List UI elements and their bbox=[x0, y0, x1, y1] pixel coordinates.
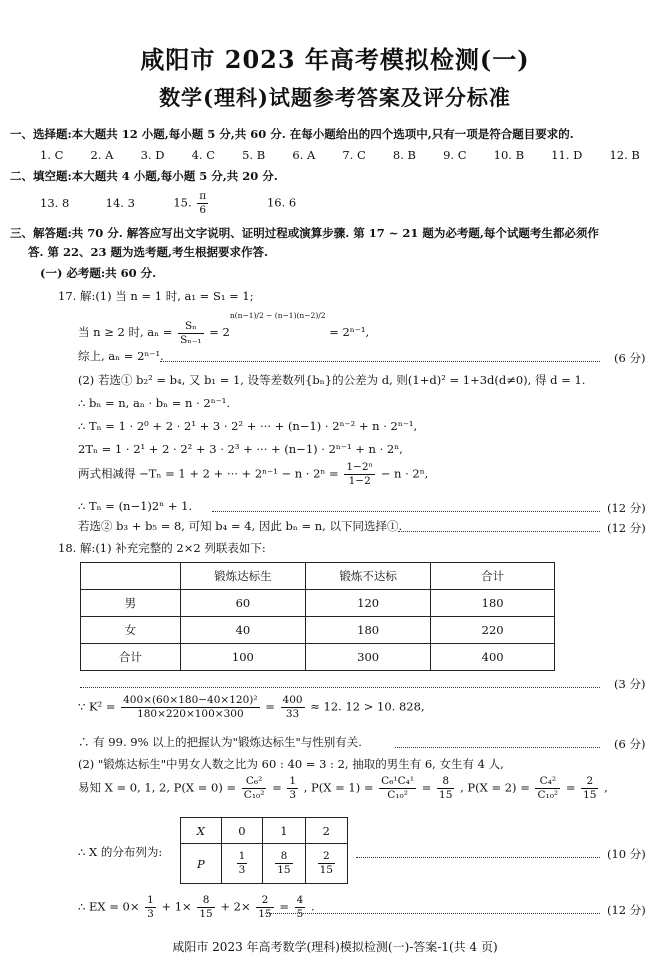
ex-mid: + 1× bbox=[161, 899, 192, 914]
q17-line2-mid: = 2 bbox=[209, 325, 230, 340]
table-cell: 1 bbox=[263, 818, 305, 844]
fraction bbox=[197, 190, 208, 217]
denominator: C₁₀² bbox=[387, 789, 408, 801]
numerator: 1−2ⁿ bbox=[346, 461, 374, 473]
score-label: (6 分) bbox=[614, 737, 646, 751]
fraction bbox=[242, 775, 267, 802]
answer-item: 8. B bbox=[392, 148, 416, 162]
q18-ex-line bbox=[78, 894, 315, 921]
q18-line1: 18. 解:(1) 补充完整的 2×2 列联表如下: bbox=[58, 541, 266, 555]
distribution-table bbox=[180, 817, 348, 884]
denominator: 5 bbox=[296, 908, 304, 920]
q17-line3: 综上, aₙ = 2ⁿ⁻¹. bbox=[78, 349, 164, 363]
ex-pre: ∴ EX = 0× bbox=[78, 899, 140, 914]
denominator: 15 bbox=[277, 864, 291, 876]
table-cell: 180 bbox=[306, 617, 431, 644]
answer-item: 5. B bbox=[242, 148, 266, 162]
fraction bbox=[121, 694, 259, 721]
answer-16: 16. 6 bbox=[266, 195, 297, 210]
denominator: 3 bbox=[289, 789, 297, 801]
q18-line3: ∴ 有 99. 9% 以上的把握认为"锻炼达标生"与性别有关. bbox=[78, 735, 362, 749]
table-row bbox=[81, 590, 555, 617]
section3-heading-line2: 答. 第 22、23 题为选考题,考生根据要求作答. bbox=[28, 245, 269, 259]
k-eq: = bbox=[265, 699, 275, 714]
table-row bbox=[81, 644, 555, 671]
fraction bbox=[581, 775, 598, 802]
denominator: 3 bbox=[238, 864, 246, 876]
table-header-cell: 锻炼达标生 bbox=[180, 563, 305, 590]
prob-label: , P(X = 1) = bbox=[303, 780, 374, 795]
answer-item: 6. A bbox=[292, 148, 316, 162]
q17-line7: 2Tₙ = 1 · 2¹ + 2 · 2² + 3 · 2³ + ··· + (n−1) · 2ⁿ⁻¹ + n · 2ⁿ, bbox=[78, 442, 403, 456]
table-row bbox=[81, 617, 555, 644]
numerator: 1 bbox=[289, 775, 297, 787]
fraction bbox=[535, 775, 560, 802]
answer-item: 11. D bbox=[551, 148, 583, 162]
table-cell: 2 bbox=[305, 818, 347, 844]
denominator: 15 bbox=[258, 908, 272, 920]
fraction bbox=[437, 775, 454, 802]
q17-line5: ∴ bₙ = n, aₙ · bₙ = n · 2ⁿ⁻¹. bbox=[78, 396, 231, 410]
k-pre: ∵ K² = bbox=[78, 699, 116, 714]
answer-14: 14. 3 bbox=[105, 195, 135, 210]
dotted-leader bbox=[398, 531, 600, 532]
q17-line6: ∴ Tₙ = 1 · 2⁰ + 2 · 2¹ + 3 · 2² + ··· + (n−1) · 2ⁿ⁻² + n · 2ⁿ⁻¹, bbox=[78, 419, 418, 433]
denominator: 15 bbox=[319, 864, 333, 876]
dotted-leader bbox=[212, 511, 600, 512]
section2-heading: 二、填空题:本大题共 4 小题,每小题 5 分,共 20 分. bbox=[10, 169, 278, 183]
part1-heading: (一) 必考题:共 60 分. bbox=[40, 266, 157, 280]
answer-13: 13. 8 bbox=[40, 195, 70, 210]
denominator: 180×220×100×300 bbox=[137, 708, 244, 720]
table-header-cell bbox=[81, 563, 181, 590]
score-label: (12 分) bbox=[607, 501, 646, 515]
fraction bbox=[237, 850, 248, 877]
table-cell: 100 bbox=[180, 644, 305, 671]
denominator: 6 bbox=[199, 204, 207, 216]
table-cell: 40 bbox=[180, 617, 305, 644]
exponent: n(n−1)/2 − (n−1)(n−2)/2 bbox=[229, 311, 326, 320]
q17-line2-pre: 当 n ≥ 2 时, aₙ = bbox=[78, 325, 173, 340]
answer-15-label: 15. bbox=[173, 195, 192, 210]
table-header-cell: 合计 bbox=[431, 563, 555, 590]
score-label: (12 分) bbox=[607, 903, 646, 917]
table-cell: 300 bbox=[306, 644, 431, 671]
table-cell: 400 bbox=[431, 644, 555, 671]
ex-eq: = bbox=[279, 899, 289, 914]
numerator: 400×(60×180−40×120)² bbox=[123, 694, 258, 706]
fraction bbox=[295, 894, 306, 921]
numerator: 2 bbox=[318, 850, 335, 864]
numerator: 8 bbox=[197, 894, 214, 908]
numerator: 400 bbox=[282, 694, 303, 706]
fraction bbox=[178, 320, 204, 347]
score-label: (3 分) bbox=[614, 677, 646, 691]
fraction bbox=[275, 850, 292, 877]
numerator: 2 bbox=[581, 775, 598, 789]
q17-line4: (2) 若选① b₂² = b₄, 又 b₁ = 1, 设等差数列{bₙ}的公差为 d, 则(1+d)² = 1+3d(d≠0), 得 d = 1. bbox=[78, 373, 586, 387]
q17-line8-post: − n · 2ⁿ, bbox=[380, 466, 429, 481]
numerator: 1 bbox=[147, 894, 154, 906]
prob-label: , P(X = 2) = bbox=[460, 780, 530, 795]
q17-line2-post: = 2ⁿ⁻¹, bbox=[329, 325, 370, 340]
answer-item: 9. C bbox=[443, 148, 467, 162]
fraction bbox=[379, 775, 416, 802]
denominator: 15 bbox=[439, 789, 453, 801]
ex-end: . bbox=[310, 899, 315, 914]
table-header-cell: 锻炼不达标 bbox=[306, 563, 431, 590]
answer-item: 4. C bbox=[191, 148, 215, 162]
score-label: (12 分) bbox=[607, 521, 646, 535]
fraction bbox=[344, 461, 375, 488]
denominator: 15 bbox=[199, 908, 213, 920]
fraction bbox=[197, 894, 214, 921]
denominator: Sₙ₋₁ bbox=[180, 333, 202, 346]
fraction bbox=[145, 894, 156, 921]
denominator: C₁₀² bbox=[537, 789, 559, 801]
fill-answers bbox=[40, 190, 296, 217]
denominator: C₁₀² bbox=[243, 789, 265, 801]
section3-heading-line1: 三、解答题:共 70 分. 解答应写出文字说明、证明过程或演算步骤. 第 17 ~ 21 题为必考题,每个试题考生都必须作 bbox=[10, 226, 599, 240]
numerator: π bbox=[199, 190, 207, 202]
table-cell bbox=[221, 844, 263, 884]
answer-item: 12. B bbox=[609, 148, 640, 162]
table-cell: 0 bbox=[221, 818, 263, 844]
dist-label: ∴ X 的分布列为: bbox=[78, 845, 163, 859]
dotted-leader bbox=[160, 361, 600, 362]
q18-k-line bbox=[78, 694, 425, 721]
answer-item: 10. B bbox=[493, 148, 525, 162]
table-cell: 60 bbox=[180, 590, 305, 617]
score-label: (10 分) bbox=[607, 847, 646, 861]
q17-line2 bbox=[78, 311, 369, 347]
prob-pre: 易知 X = 0, 1, 2, P(X = 0) = bbox=[78, 780, 237, 795]
dotted-leader bbox=[395, 747, 600, 748]
q17-line1: 17. 解:(1) 当 n = 1 时, a₁ = S₁ = 1; bbox=[58, 289, 254, 303]
score-label: (6 分) bbox=[614, 351, 646, 365]
denominator: 33 bbox=[285, 708, 300, 720]
numerator: C₆² bbox=[242, 775, 267, 789]
answer-item: 1. C bbox=[40, 148, 64, 162]
fraction bbox=[256, 894, 273, 921]
q17-line8 bbox=[78, 461, 428, 488]
table-row bbox=[181, 844, 348, 884]
dotted-leader bbox=[80, 687, 600, 688]
q18-prob-line: 易知 X = 0, 1, 2, P(X = 0) = $\frac{\text{C₆²}}{\text{C₁₀²}}$ = $\frac{1}{3}$ , P(X = 1) = $\frac{\text{C₆¹C₄¹}}{\text{C₁₀²}}$ = $\frac{8}{15}$ , P(X = 2) = $\frac{\text{C₄²}}{\text{C₁₀²}}$ = $\frac{2}{15}$ , bbox=[78, 775, 608, 801]
table-cell bbox=[263, 844, 305, 884]
numerator: 4 bbox=[296, 894, 304, 906]
answer-15 bbox=[173, 190, 263, 217]
table-row bbox=[181, 818, 348, 844]
contingency-table bbox=[80, 562, 555, 671]
q17-line9: ∴ Tₙ = (n−1)2ⁿ + 1. bbox=[78, 499, 193, 513]
numerator: 8 bbox=[437, 775, 454, 789]
answer-item: 3. D bbox=[140, 148, 165, 162]
table-cell: 120 bbox=[306, 590, 431, 617]
table-cell bbox=[305, 844, 347, 884]
denominator: 1−2 bbox=[348, 475, 371, 487]
answer-item: 2. A bbox=[90, 148, 114, 162]
answer-item: 7. C bbox=[342, 148, 366, 162]
q18-line4: (2) "锻炼达标生"中男女人数之比为 60 : 40 = 3 : 2, 抽取的男生有 6, 女生有 4 人, bbox=[78, 757, 504, 771]
fraction bbox=[318, 850, 335, 877]
q17-line10: 若选② b₃ + b₅ = 8, 可知 b₄ = 4, 因此 bₙ = n, 以下同选择①. bbox=[78, 519, 403, 533]
dotted-leader bbox=[356, 857, 600, 858]
table-cell: P bbox=[181, 844, 222, 884]
dotted-leader bbox=[265, 913, 600, 914]
numerator: C₄² bbox=[535, 775, 560, 789]
k-post: ≈ 12. 12 > 10. 828, bbox=[310, 699, 425, 714]
fraction bbox=[287, 775, 298, 802]
table-cell: 女 bbox=[81, 617, 181, 644]
page-subtitle: 数学(理科)试题参考答案及评分标准 bbox=[159, 85, 511, 110]
choice-answers bbox=[40, 149, 640, 163]
table-cell: 男 bbox=[81, 590, 181, 617]
denominator: 15 bbox=[583, 789, 597, 801]
numerator: 8 bbox=[275, 850, 292, 864]
numerator: Sₙ bbox=[178, 320, 204, 334]
table-cell: 220 bbox=[431, 617, 555, 644]
denominator: 3 bbox=[147, 908, 154, 920]
page-footer: 咸阳市 2023 年高考数学(理科)模拟检测(一)-答案-1(共 4 页) bbox=[172, 940, 498, 954]
fraction bbox=[281, 694, 305, 721]
table-cell: X bbox=[181, 818, 222, 844]
numerator: 1 bbox=[238, 850, 246, 862]
ex-mid: + 2× bbox=[220, 899, 251, 914]
table-cell: 180 bbox=[431, 590, 555, 617]
page-title: 咸阳市 2023 年高考模拟检测(一) bbox=[140, 45, 530, 74]
q17-line8-pre: 两式相减得 −Tₙ = 1 + 2 + ··· + 2ⁿ⁻¹ − n · 2ⁿ = bbox=[78, 466, 339, 481]
section1-heading: 一、选择题:本大题共 12 小题,每小题 5 分,共 60 分. 在每小题给出的四个选项中,只有一项是符合题目要求的. bbox=[10, 127, 574, 141]
numerator: C₆¹C₄¹ bbox=[381, 775, 415, 787]
table-cell: 合计 bbox=[81, 644, 181, 671]
numerator: 2 bbox=[256, 894, 273, 908]
